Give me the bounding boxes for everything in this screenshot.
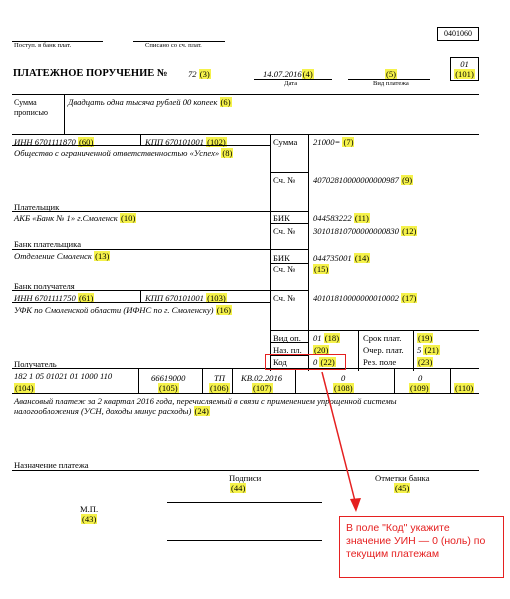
doc-date: 0 xyxy=(418,373,423,383)
payee-inn: ИНН 6701111750 (61) xyxy=(14,293,94,303)
date-label: Дата xyxy=(284,80,298,87)
postup-label: Поступ. в банк плат. xyxy=(14,42,72,49)
status-code: 01 xyxy=(460,59,469,69)
payee-label: Получатель xyxy=(14,359,57,369)
summa-value: 21000= (7) xyxy=(313,137,354,147)
summa-propisyu-label-1: Сумма xyxy=(14,98,37,107)
doc-date-marker: (109) xyxy=(410,383,429,393)
field-110-marker: (110) xyxy=(455,383,474,393)
period: КВ.02.2016 xyxy=(241,373,283,383)
payee-corr-label: Сч. № xyxy=(273,264,296,274)
payer-bik: 044583222 (11) xyxy=(313,213,369,223)
payee-account: 40101810000000010002 (17) xyxy=(313,293,417,303)
page-title: ПЛАТЕЖНОЕ ПОРУЧЕНИЕ № xyxy=(13,68,168,79)
mp-label: М.П. xyxy=(80,504,99,514)
payer-bank-name: АКБ «Банк № 1» г.Смоленск (10) xyxy=(14,213,136,223)
rez-pole-marker: (23) xyxy=(418,357,433,367)
doc-num: 0 xyxy=(341,373,346,383)
payer-kpp: КПП 670101001 (102) xyxy=(145,137,226,147)
payer-name: Общество с ограниченной ответственностью «Успех» (8) xyxy=(14,148,233,158)
payer-corr-label: Сч. № xyxy=(273,226,296,236)
podpisi-marker: (44) xyxy=(231,483,246,493)
payer-bank-label: Банк плательщика xyxy=(14,239,82,249)
kbk: 182 1 05 01021 01 1000 110 xyxy=(14,371,113,381)
payee-bank-name: Отделение Смоленск (13) xyxy=(14,251,110,261)
osnovanie-marker: (106) xyxy=(210,383,229,393)
kbk-marker: (104) xyxy=(15,383,34,393)
naznachenie-label: Назначение платежа xyxy=(14,460,89,470)
payer-account-label: Сч. № xyxy=(273,175,296,185)
podpisi-label: Подписи xyxy=(229,473,262,483)
vid-platezha-label: Вид платежа xyxy=(373,80,409,87)
payee-bank-label: Банк получателя xyxy=(14,281,75,291)
vid-op-value: 01 (18) xyxy=(313,333,340,343)
rez-pole-label: Рез. поле xyxy=(363,357,397,367)
naz-pl-marker: (20) xyxy=(314,345,329,355)
payee-bik-label: БИК xyxy=(273,253,290,263)
purpose-line-1: Авансовый платеж за 2 квартал 2016 года, перечисляемый в связи с применением упрощенной системы xyxy=(14,396,397,406)
summa-propisyu-label-2: прописью xyxy=(14,108,49,117)
payer-label: Плательщик xyxy=(14,202,60,212)
payee-bik: 044735001 (14) xyxy=(313,253,370,263)
payer-bik-label: БИК xyxy=(273,213,290,223)
oktmo-marker: (105) xyxy=(159,383,178,393)
ocher-plat-label: Очер. плат. xyxy=(363,345,404,355)
payee-account-label: Сч. № xyxy=(273,293,296,303)
otmetki-label: Отметки банка xyxy=(375,473,430,483)
vid-platezha-marker: (5) xyxy=(386,69,397,79)
payer-account: 40702810000000000987 (9) xyxy=(313,175,413,185)
srok-plat-marker: (19) xyxy=(418,333,433,343)
kod-label: Код xyxy=(273,357,287,367)
spisano-label: Списано со сч. плат. xyxy=(145,42,202,49)
srok-plat-label: Срок плат. xyxy=(363,333,402,343)
payee-name: УФК по Смоленской области (ИФНС по г. Смоленску) (16) xyxy=(14,305,232,315)
mp-marker: (43) xyxy=(82,514,97,524)
otmetki-marker: (45) xyxy=(395,483,410,493)
payer-corr: 30101810700000000830 (12) xyxy=(313,226,417,236)
ocher-plat-value: 5 (21) xyxy=(417,345,439,355)
kod-callout: В поле "Код" укажите значение УИН — 0 (ноль) по текущим платежам xyxy=(339,516,504,578)
payer-inn: ИНН 6701111870 (60) xyxy=(14,137,94,147)
osnovanie: ТП xyxy=(214,373,225,383)
payee-kpp: КПП 670101001 (103) xyxy=(145,293,226,303)
period-marker: (107) xyxy=(253,383,272,393)
form-code: 0401060 xyxy=(444,29,472,38)
summa-propisyu: Двадцать одна тысяча рублей 00 копеек (6) xyxy=(68,97,231,107)
naz-pl-label: Наз. пл. xyxy=(273,345,302,355)
payee-corr-marker: (15) xyxy=(314,264,329,274)
vid-op-label: Вид оп. xyxy=(273,333,301,343)
oktmo: 66619000 xyxy=(151,373,186,383)
kod-value: 0 (22) xyxy=(313,357,335,367)
purpose-line-2: налогообложения (УСН, доходы минус расходы) (24) xyxy=(14,406,209,416)
doc-num-marker: (108) xyxy=(334,383,353,393)
doc-number: 72 (3) xyxy=(188,69,210,79)
summa-label: Сумма xyxy=(273,137,298,147)
status-marker: (101) xyxy=(455,69,474,79)
doc-date: 14.07.2016(4) xyxy=(263,69,313,79)
